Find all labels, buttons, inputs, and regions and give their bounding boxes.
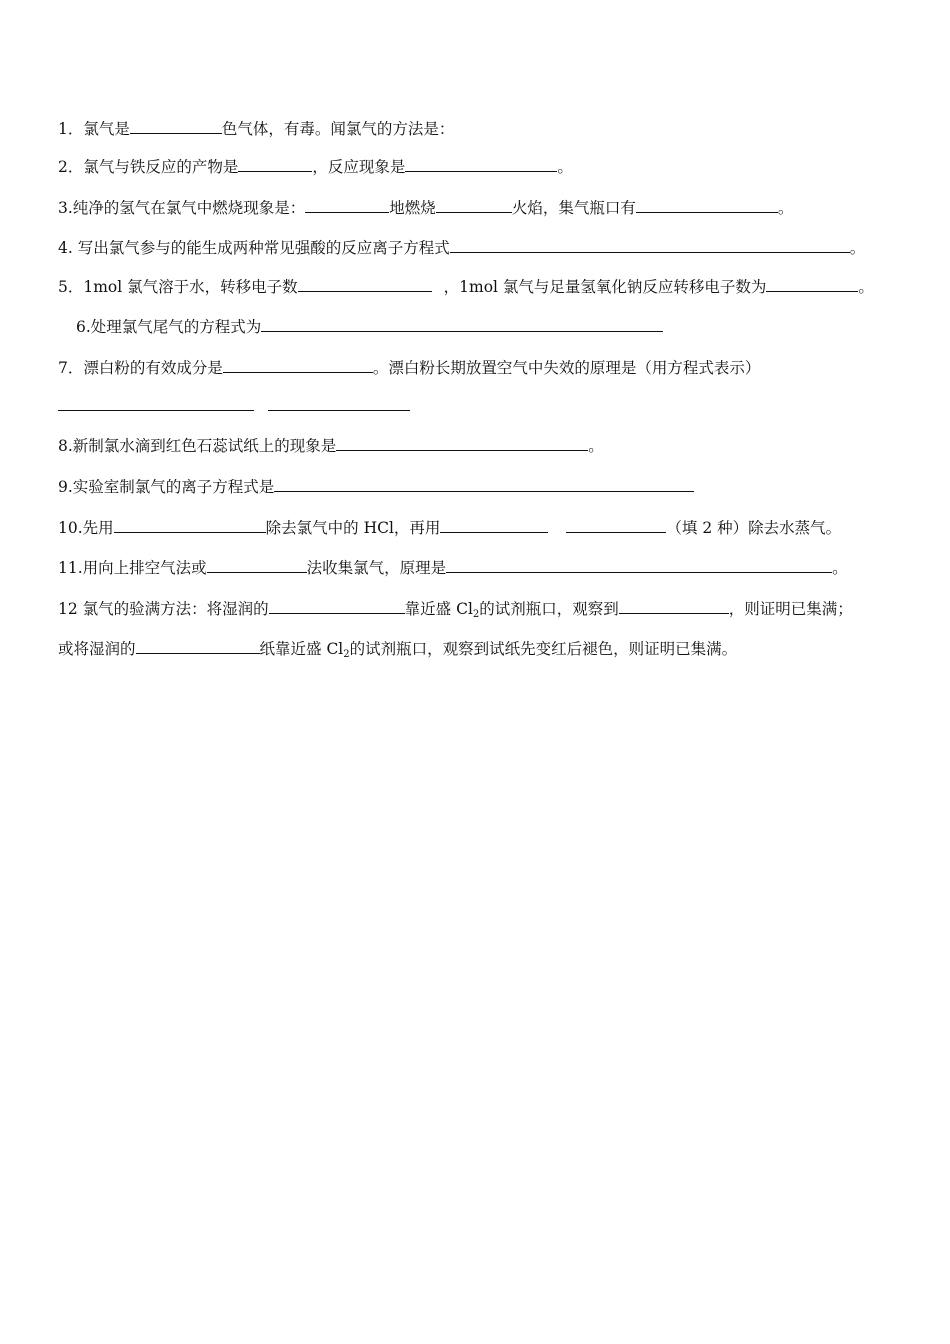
q7-text-a: 7．漂白粉的有效成分是 bbox=[58, 359, 223, 377]
q3-blank-3[interactable] bbox=[636, 197, 778, 213]
q3-blank-2[interactable] bbox=[436, 197, 512, 213]
q7-text-b: 。漂白粉长期放置空气中失效的原理是（用方程式表示） bbox=[372, 359, 761, 377]
q7-blank-2[interactable] bbox=[58, 395, 254, 411]
q12-blank-1[interactable] bbox=[269, 598, 405, 614]
q12-text-a: 12 氯气的验满方法：将湿润的 bbox=[58, 600, 269, 618]
q9-blank-1[interactable] bbox=[274, 476, 694, 492]
q11-text-a: 11.用向上排空气法或 bbox=[58, 559, 207, 577]
question-2 bbox=[58, 156, 573, 177]
q12-blank-2[interactable] bbox=[619, 598, 729, 614]
q4-blank-1[interactable] bbox=[450, 237, 850, 253]
q2-blank-1[interactable] bbox=[238, 156, 312, 172]
q10-text-c: （填 2 种）除去水蒸气。 bbox=[666, 519, 842, 537]
q3-blank-1[interactable] bbox=[305, 197, 389, 213]
q5-blank-2[interactable] bbox=[766, 276, 858, 292]
q12-text-c: 的试剂瓶口，观察到 bbox=[479, 600, 619, 618]
q2-text-c: 。 bbox=[557, 158, 573, 176]
q1-text-b: 色气体，有毒。闻氯气的方法是： bbox=[221, 120, 455, 138]
q5-text-a: 5．1mol 氯气溶于水，转移电子数 bbox=[58, 278, 298, 296]
question-9 bbox=[58, 476, 694, 497]
q12-text-d: ，则证明已集满； bbox=[728, 600, 853, 618]
q9-text-a: 9.实验室制氯气的离子方程式是 bbox=[58, 478, 275, 496]
q12-subscript-2: 2 bbox=[343, 649, 350, 660]
q5-text-b: ，1mol 氯气与足量氢氧化钠反应转移电子数为 bbox=[443, 278, 767, 296]
q12-blank-3[interactable] bbox=[136, 638, 260, 654]
q10-blank-2[interactable] bbox=[440, 517, 548, 533]
q10-blank-1[interactable] bbox=[114, 517, 266, 533]
q2-text-b: ，反应现象是 bbox=[312, 158, 406, 176]
q12-subscript: 2 bbox=[472, 609, 480, 620]
q7-blank-3[interactable] bbox=[268, 395, 410, 411]
q12-text-g: 的试剂瓶口，观察到试纸先变红后褪色，则证明已集满。 bbox=[349, 640, 738, 658]
q5-blank-1[interactable] bbox=[298, 276, 432, 292]
q3-text-b: 地燃烧 bbox=[389, 199, 436, 217]
q11-blank-2[interactable] bbox=[446, 557, 832, 573]
q12-text-e: 或将湿润的 bbox=[58, 640, 136, 658]
question-8 bbox=[58, 435, 604, 456]
q1-text-a: 1．氯气是 bbox=[58, 120, 130, 138]
q3-text-c: 火焰，集气瓶口有 bbox=[511, 199, 636, 217]
question-12-continued bbox=[58, 638, 737, 665]
q11-text-c: 。 bbox=[832, 559, 848, 577]
question-5 bbox=[58, 276, 874, 297]
q6-text-a: 6.处理氯气尾气的方程式为 bbox=[76, 318, 262, 336]
q8-text-b: 。 bbox=[588, 437, 604, 455]
q7-blank-1[interactable] bbox=[223, 357, 373, 373]
q12-text-b: 靠近盛 Cl bbox=[404, 600, 473, 618]
q10-blank-3[interactable] bbox=[566, 517, 666, 533]
question-1 bbox=[58, 118, 454, 139]
q8-blank-1[interactable] bbox=[336, 435, 588, 451]
question-12 bbox=[58, 598, 853, 625]
q10-text-a: 10.先用 bbox=[58, 519, 114, 537]
q2-text-a: 2．氯气与铁反应的产物是 bbox=[58, 158, 239, 176]
q2-blank-2[interactable] bbox=[405, 156, 557, 172]
question-7 bbox=[58, 357, 760, 378]
q1-blank-1[interactable] bbox=[130, 118, 222, 134]
question-11 bbox=[58, 557, 848, 578]
q12-text-f: 纸靠近盛 Cl bbox=[259, 640, 344, 658]
question-6 bbox=[76, 316, 663, 337]
q11-blank-1[interactable] bbox=[207, 557, 307, 573]
q4-text-a: 4. 写出氯气参与的能生成两种常见强酸的反应离子方程式 bbox=[58, 239, 450, 257]
q10-text-b: 除去氯气中的 HCl，再用 bbox=[265, 519, 441, 537]
question-3 bbox=[58, 197, 793, 218]
q3-text-d: 。 bbox=[777, 199, 794, 217]
q8-text-a: 8.新制氯水滴到红色石蕊试纸上的现象是 bbox=[58, 437, 337, 455]
q6-blank-1[interactable] bbox=[261, 316, 663, 332]
q4-text-b: 。 bbox=[849, 239, 866, 257]
question-10 bbox=[58, 517, 841, 538]
question-4 bbox=[58, 237, 865, 258]
question-7-answer-line bbox=[58, 395, 410, 416]
q5-text-c: 。 bbox=[858, 278, 874, 296]
q11-text-b: 法收集氯气，原理是 bbox=[306, 559, 447, 577]
q3-text-a: 3.纯净的氢气在氯气中燃烧现象是： bbox=[58, 199, 306, 217]
